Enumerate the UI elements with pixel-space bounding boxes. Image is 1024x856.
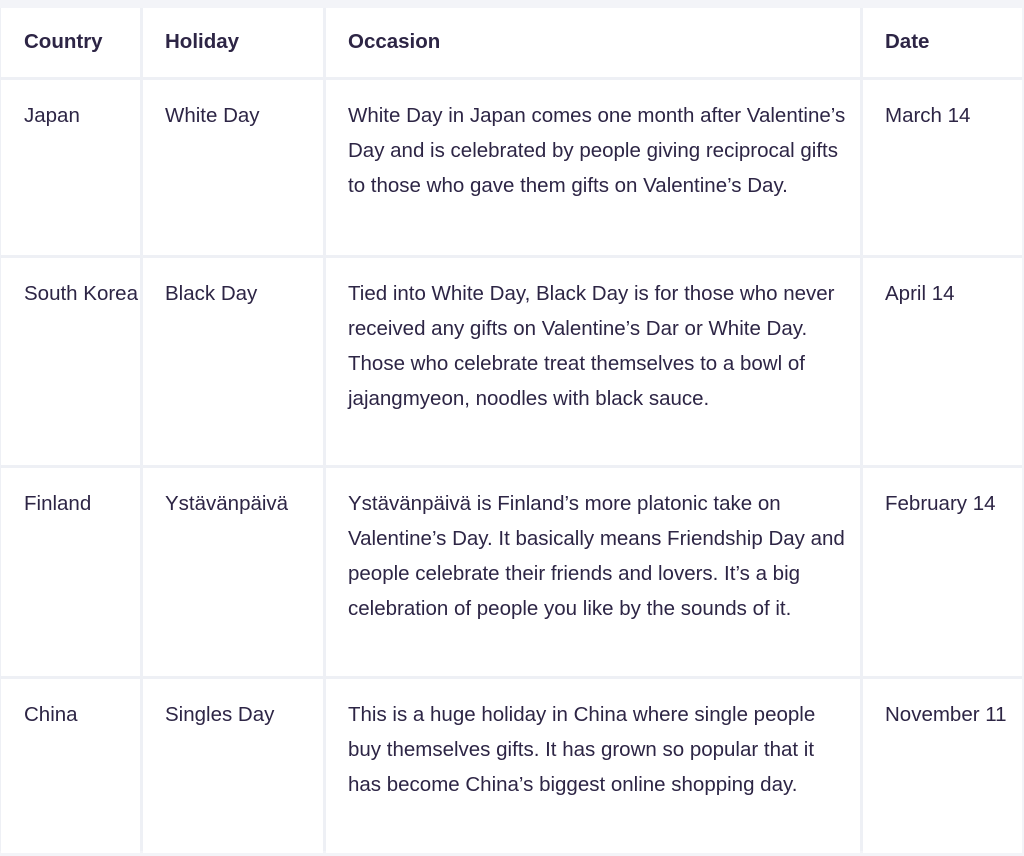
cell-holiday: Singles Day [143, 679, 323, 853]
cell-holiday: Ystävänpäivä [143, 468, 323, 676]
table-header-row [1, 8, 1022, 77]
cell-date: February 14 [863, 468, 1022, 676]
cell-occasion: Ystävänpäivä is Finland’s more platonic take on Valentine’s Day. It basically means Friendship Day and people celebrate their friends and lovers. It’s a big celebration of people you like by the sounds of it. [326, 468, 860, 676]
table-row [1, 258, 1022, 465]
cell-date: April 14 [863, 258, 1022, 465]
cell-holiday: White Day [143, 80, 323, 255]
header-date: Date [863, 8, 1022, 77]
table-row [1, 468, 1022, 676]
cell-country: Japan [1, 80, 140, 255]
table-row [1, 679, 1022, 853]
cell-country: Finland [1, 468, 140, 676]
cell-occasion: Tied into White Day, Black Day is for those who never received any gifts on Valentine’s Dar or White Day. Those who celebrate treat themselves to a bowl of jajangmyeon, noodles with black sauce. [326, 258, 860, 465]
holiday-table-container [0, 8, 1022, 851]
cell-date: November 11 [863, 679, 1022, 853]
header-country: Country [1, 8, 140, 77]
header-occasion: Occasion [326, 8, 860, 77]
cell-country: China [1, 679, 140, 853]
cell-occasion: This is a huge holiday in China where single people buy themselves gifts. It has grown so popular that it has become China’s biggest online shopping day. [326, 679, 860, 853]
cell-date: March 14 [863, 80, 1022, 255]
cell-occasion: White Day in Japan comes one month after Valentine’s Day and is celebrated by people giving reciprocal gifts to those who gave them gifts on Valentine’s Day. [326, 80, 860, 255]
cell-country: South Korea [1, 258, 140, 465]
holiday-table [0, 5, 1024, 856]
cell-holiday: Black Day [143, 258, 323, 465]
table-row [1, 80, 1022, 255]
header-holiday: Holiday [143, 8, 323, 77]
